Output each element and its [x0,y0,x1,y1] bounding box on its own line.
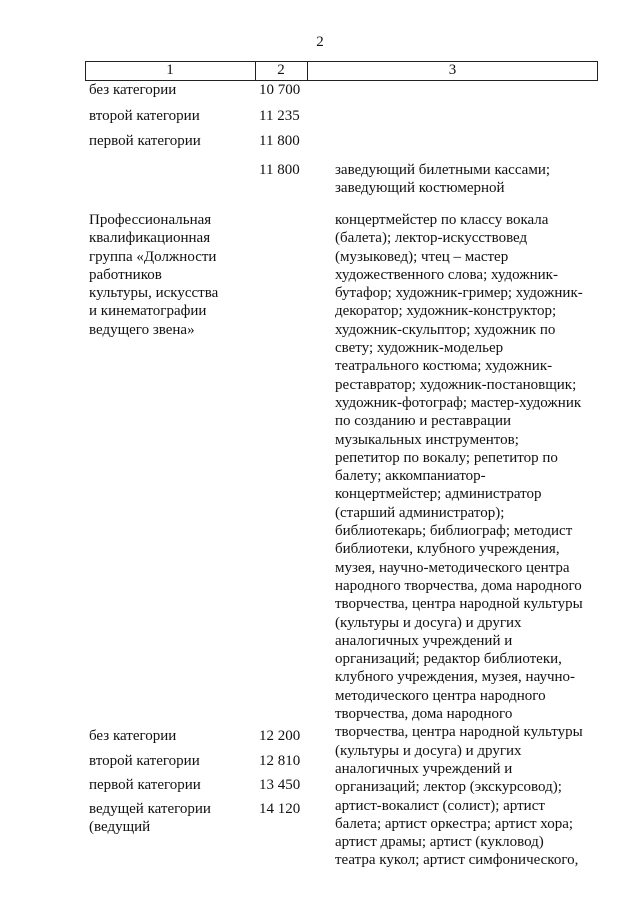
text-line: группа «Должности [89,248,217,265]
text-line: творчества, дома народного [335,706,513,723]
text-line: театрального костюма; художник- [335,358,553,375]
positions-description [335,211,583,870]
text-line: (старший администратор); [335,504,505,521]
text-line: заведующий костюмерной [335,180,505,197]
row-label: первой категории [89,777,201,793]
text-line: декоратор; художник-конструктор; [335,303,557,320]
text-line: аналогичных учреждений и [335,632,513,649]
text-line: квалификационная [89,230,211,247]
row-label: ведущей категории [89,801,211,817]
text-line: балету; аккомпаниатор- [335,468,486,485]
text-line: клубного учреждения, музея, научно- [335,669,576,686]
text-line: народного творчества, дома народного [335,577,582,594]
qualification-group-title [89,211,218,339]
text-line: аналогичных учреждений и [335,760,513,777]
row-label: без категории [89,82,177,98]
text-line: заведующий билетными кассами; [335,162,551,178]
row-label-continuation: (ведущий [89,819,151,835]
text-line: библиотеки, клубного учреждения, [335,541,560,558]
row-value: 13 450 [259,777,301,793]
row-label: второй категории [89,753,200,769]
text-line: артист драмы; артист (кукловод) [335,834,544,851]
text-line: и кинематографии [89,303,207,320]
text-line: организаций; редактор библиотеки, [335,651,562,668]
text-line: художник-фотограф; мастер-художник [335,394,582,411]
row-label: первой категории [89,133,201,149]
text-line: работников [89,266,162,283]
text-line: реставратор; художник-постановщик; [335,376,577,393]
row-value: 11 235 [259,108,300,124]
text-line: (музыковед); чтец – мастер [335,248,509,265]
row-label: второй категории [89,108,200,124]
text-line: по созданию и реставрации [335,413,512,430]
text-line: бутафор; художник-гример; художник- [335,285,583,302]
text-line: (культуры и досуга) и других [335,614,522,631]
text-line: организаций; лектор (экскурсовод); [335,779,562,796]
text-line: методического центра народного [335,687,546,704]
text-line: балета; артист оркестра; артист хора; [335,815,574,832]
page-number: 2 [316,34,324,50]
row-value: 11 800 [259,133,300,149]
text-line: концертмейстер; администратор [335,486,542,503]
text-line: концертмейстер по классу вокала [335,212,549,228]
column-header-3: 3 [448,62,457,78]
text-line: библиотекарь; библиограф; методист [335,523,573,540]
text-line: театра кукол; артист симфонического, [335,852,579,869]
row-label: без категории [89,728,177,744]
text-line: музыкальных инструментов; [335,431,519,448]
column-header-1: 1 [166,62,174,78]
row-value: 12 200 [259,728,301,744]
column-header-2: 2 [277,62,285,78]
text-line: музея, научно-методического центра [335,559,570,576]
cashier-row-description [335,161,550,198]
text-line: ведущего звена» [89,321,195,338]
text-line: (балета); лектор-искусствовед [335,230,528,247]
text-line: творчества, центра народной культуры [335,596,583,613]
text-line: (культуры и досуга) и других [335,742,522,759]
text-line: Профессиональная [89,212,212,228]
text-line: художник-скульптор; художник по [335,321,556,338]
text-line: художественного слова; художник- [335,266,558,283]
text-line: культуры, искусства [89,285,219,302]
text-line: артист-вокалист (солист); артист [335,797,545,814]
text-line: репетитор по вокалу; репетитор по [335,449,558,466]
row-value: 14 120 [259,801,301,817]
row-value: 12 810 [259,753,301,769]
text-line: свету; художник-модельер [335,340,504,357]
text-line: творчества, центра народной культуры [335,724,583,741]
cashier-row-value: 11 800 [259,162,300,178]
row-value: 10 700 [259,82,301,98]
